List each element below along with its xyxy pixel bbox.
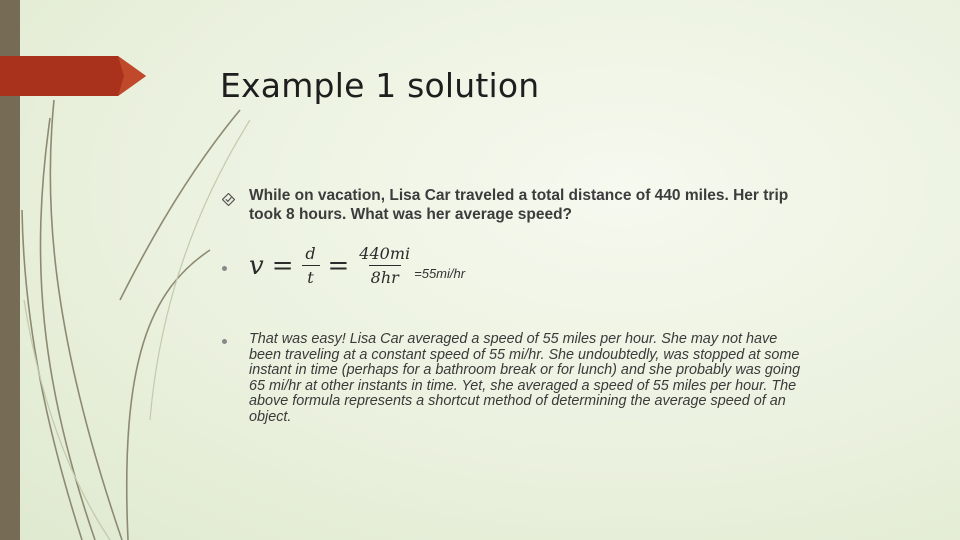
fraction-d-over-t [302, 244, 320, 287]
fraction-numerator: d [305, 244, 316, 263]
fraction-distance-over-time [357, 244, 412, 287]
diamond-check-icon [222, 193, 235, 206]
fraction-numerator: 440mi [359, 244, 411, 263]
formula-result: =55mi/hr [414, 266, 466, 281]
formula-equals: = [327, 250, 350, 281]
formula-equals: = [271, 250, 294, 281]
title-accent-tab [0, 56, 148, 96]
formula-item [222, 244, 812, 294]
speed-formula [249, 244, 465, 287]
slide-content [222, 186, 812, 425]
bullet-dot [222, 266, 227, 271]
fraction-denominator: t [302, 265, 320, 287]
explanation-text: That was easy! Lisa Car averaged a speed of 55 miles per hour. She may not have been traveling at a constant speed of 55 mi/hr. She undoubtedly, was stopped at some instant in time (perhaps for a bathroom break or for lunch) and she probably was going 65 mi/hr at other instants in time. Yet, she averaged a speed of 55 miles per hour. The above formula represents a shortcut method of determining the average speed of an object. [249, 331, 801, 425]
fraction-denominator: 8hr [369, 265, 401, 287]
bullet-dot [222, 339, 227, 344]
question-item [222, 186, 812, 224]
formula-lhs: v [249, 250, 264, 281]
question-text: While on vacation, Lisa Car traveled a total distance of 440 miles. Her trip took 8 hours. What was her average speed? [249, 187, 789, 223]
explanation-item [222, 332, 812, 425]
slide-title: Example 1 solution [220, 66, 540, 105]
